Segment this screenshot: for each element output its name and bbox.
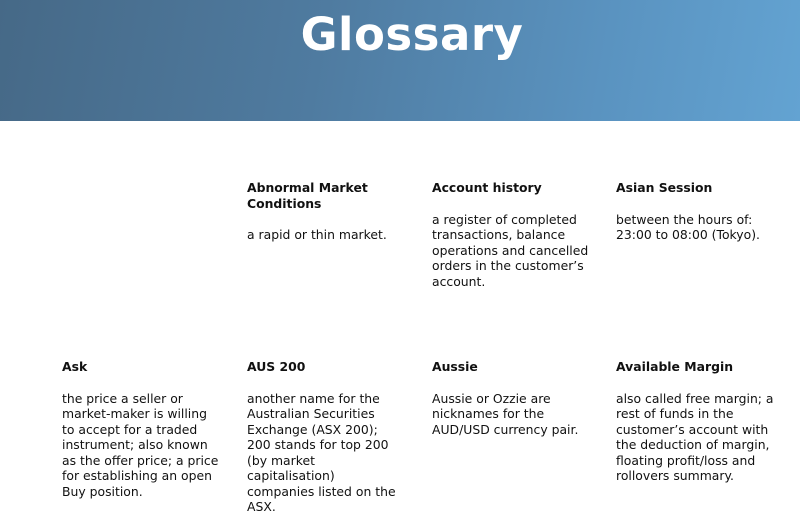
glossary-definition: Aussie or Ozzie are nicknames for the AUD/USD currency pair. — [432, 390, 579, 437]
glossary-definition: the price a seller or market-maker is willing to accept for a traded instrument; also known as the offer price; a price for establishing an open Buy position. — [62, 390, 219, 499]
glossary-entry-ask — [62, 359, 220, 499]
glossary-term: AUS 200 — [247, 359, 306, 374]
glossary-definition: another name for the Australian Securities Exchange (ASX 200); 200 stands for top 200 (by market capitalisation) companies listed on the ASX. — [247, 390, 396, 514]
glossary-entry-aus-200 — [247, 359, 405, 515]
glossary-definition: a register of completed transactions, balance operations and cancelled orders in the customer’s account. — [432, 211, 589, 289]
glossary-entry-account-history — [432, 180, 590, 289]
glossary-entry-asian-session — [616, 180, 774, 243]
glossary-term: Aussie — [432, 359, 478, 374]
glossary-term: Abnormal Market Conditions — [247, 180, 368, 211]
glossary-term: Ask — [62, 359, 88, 374]
glossary-term: Available Margin — [616, 359, 734, 374]
glossary-entry-aussie — [432, 359, 590, 437]
glossary-term: Account history — [432, 180, 542, 195]
glossary-definition: between the hours of: 23:00 to 08:00 (Tokyo). — [616, 211, 760, 242]
header-banner — [0, 0, 800, 121]
glossary-entry-abnormal-market-conditions — [247, 180, 405, 243]
glossary-entry-available-margin — [616, 359, 774, 484]
glossary-definition: a rapid or thin market. — [247, 227, 387, 242]
glossary-term: Asian Session — [616, 180, 713, 195]
glossary-definition: also called free margin; a rest of funds in the customer’s account with the deduction of margin, floating profit/loss and rollovers summary. — [616, 390, 774, 483]
page-title: Glossary — [300, 8, 524, 61]
